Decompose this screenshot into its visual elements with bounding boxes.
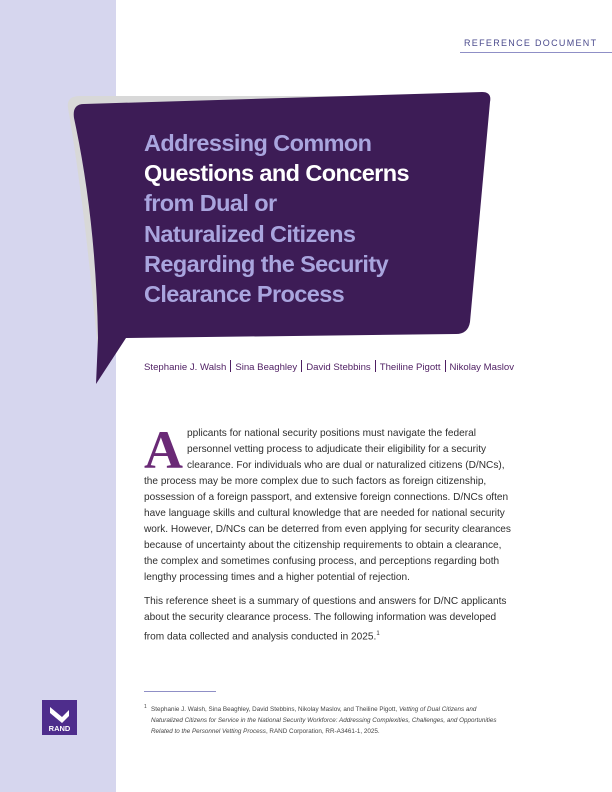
page-title: [144, 128, 454, 309]
body-text: [144, 420, 514, 653]
rand-logo-text: RAND: [48, 724, 71, 733]
footnote-text: [151, 704, 504, 737]
title-line-4: Naturalized Citizens: [144, 220, 356, 247]
title-line-2: Questions and Concerns: [144, 160, 409, 187]
title-line-5: Regarding the Security: [144, 250, 389, 277]
author-name: Sina Beaghley: [235, 362, 298, 373]
summary-paragraph: [144, 594, 514, 645]
footnote-publisher: , RAND Corporation, RR-A3461-1, 2025.: [265, 728, 380, 735]
author-separator: [445, 360, 446, 372]
drop-cap: A: [144, 420, 183, 480]
author-name: Nikolay Maslov: [449, 362, 515, 373]
author-name: David Stebbins: [306, 362, 371, 373]
footnote-number: 1: [144, 704, 147, 710]
author-name: Stephanie J. Walsh: [144, 362, 227, 373]
author-separator: [230, 360, 231, 372]
document-type-label: REFERENCE DOCUMENT: [464, 38, 598, 48]
author-list: [144, 360, 514, 373]
footnote: [144, 704, 504, 737]
title-line-6: Clearance Process: [144, 281, 345, 308]
footnote-marker[interactable]: 1: [376, 631, 380, 637]
footnote-title: Vetting of Dual Citizens and Naturalized Citizens for Service in the National Security Workforce: Addressing Complexities, Challenges, and Opportunities Related to the Personnel Vetting Process: [151, 706, 497, 735]
footnote-divider: [144, 691, 216, 692]
intro-paragraph: [144, 420, 514, 586]
title-line-1: Addressing Common: [144, 130, 372, 156]
author-name: Theiline Pigott: [379, 362, 441, 373]
intro-paragraph-text: pplicants for national security positions must navigate the federal personnel vetting process to adjudicate their eligibility for a security clearance. For individuals who are dual or naturalized citizens (D/NCs), the process may be more complex due to such factors as foreign citizenship, possession of a foreign passport, and extensive foreign connections. D/NCs often have language skills and cultural knowledge that are needed for national security work. However, D/NCs can be deterred from even applying for security clearances because of uncertainty about the citizenship requirements to obtain a clearance, the complex and sometimes confusing process, and perceptions regarding both lengthy processing times and a higher potential of rejection.: [144, 428, 511, 583]
author-separator: [375, 360, 376, 372]
title-line-3: from Dual or: [144, 190, 277, 217]
author-separator: [301, 360, 302, 372]
summary-paragraph-text: This reference sheet is a summary of questions and answers for D/NC applicants about the security clearance process. The following information was developed from data collected and analysis conducted in 2025.: [144, 596, 507, 643]
rand-logo: [42, 700, 77, 735]
footnote-authors: Stephanie J. Walsh, Sina Beaghley, David Stebbins, Nikolay Maslov, and Theiline Pigott,: [151, 706, 399, 713]
